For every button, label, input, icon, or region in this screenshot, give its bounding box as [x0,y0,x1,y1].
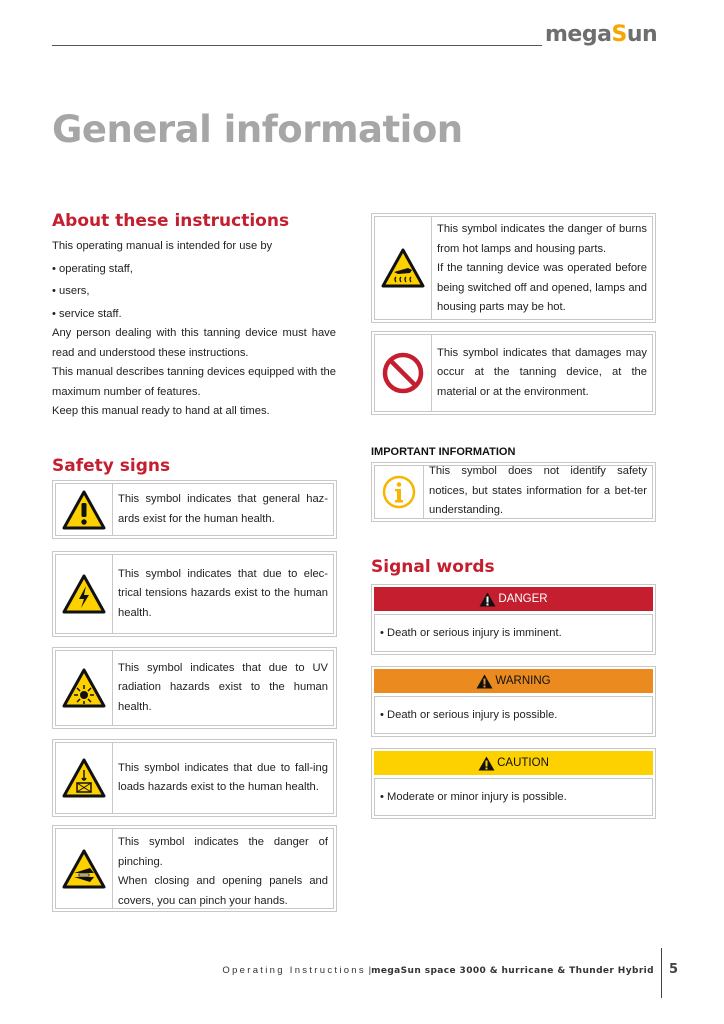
safety-sign-falling-loads [52,739,337,817]
info-icon [375,466,424,518]
signal-caution [371,748,656,819]
list-item: • operating staff, [52,262,133,275]
safety-text: This symbol indicates the danger of pinching. [118,836,328,868]
signal-label: DANGER [498,593,548,605]
prohibition-icon [375,335,432,411]
footer-product: megaSun space 3000 & hurricane & Thunder Hybrid [371,966,654,976]
signal-text: • Moderate or minor injury is possible. [380,791,567,803]
list-item: • users, [52,285,90,297]
falling-loads-icon [56,743,113,813]
safety-sign-general [52,480,337,539]
safety-text: When closing and opening panels and covers, you can pinch your hands. [118,875,328,907]
footer-divider [661,948,662,998]
footer-separator: | [368,965,372,976]
signal-warning [371,666,656,737]
signal-caution-header [374,751,653,775]
list-item: • service staff. [52,307,122,320]
about-heading: About these instructions [52,211,290,231]
burns-text: This symbol indicates the danger of burns from hot lamps and housing parts. [437,223,647,255]
about-para-1: Any person dealing with this tanning device must have read and understood these instructions. [52,327,336,359]
signal-text: • Death or serious injury is imminent. [380,627,562,639]
signal-label: CAUTION [497,757,549,769]
page-title: General information [52,108,463,151]
burns-text: If the tanning device was operated before being switched off and opened, lamps and housing parts may be hot. [437,262,647,313]
safety-sign-uv [52,647,337,729]
warning-triangle-icon [476,674,493,689]
uv-radiation-icon [56,651,113,725]
electrical-hazard-icon [56,555,113,633]
header-rule [52,45,542,46]
signal-words-heading: Signal words [371,557,495,577]
important-title: IMPORTANT INFORMATION [371,446,516,458]
about-para-2: This manual describes tanning devices equipped with the maximum number of features. [52,366,336,398]
safety-sign-pinching [52,825,337,912]
hot-surface-icon [375,217,432,319]
about-para-3: Keep this manual ready to hand at all times. [52,405,270,417]
signal-warning-header [374,669,653,693]
damage-text: This symbol indicates that damages may occur at the tanning device, at the material or at the environment. [437,346,647,398]
signal-danger-header [374,587,653,611]
brand-logo: megaSun [545,22,658,47]
pinching-hazard-icon [56,829,113,908]
safety-text: This symbol indicates that due to UV radiation hazards exist to the human health. [118,661,328,713]
signal-text: • Death or serious injury is possible. [380,709,558,721]
warning-triangle-icon [479,592,496,607]
footer-label: Operating Instructions [222,965,366,976]
safety-sign-damage [371,331,656,415]
safety-text: This symbol indicates that due to fall-ing loads hazards exist to the human health. [118,761,328,793]
warning-triangle-icon [478,756,495,771]
safety-text: This symbol indicates that general haz-ards exist for the human health. [118,493,328,525]
about-intro: This operating manual is intended for use by [52,240,273,252]
safety-sign-electrical [52,551,337,637]
important-text: This symbol does not identify safety notices, but states information for a bet-ter understanding. [429,465,647,517]
page-number: 5 [669,962,679,977]
safety-heading: Safety signs [52,456,171,476]
footer-text [222,965,654,976]
safety-sign-burns [371,213,656,323]
signal-danger [371,584,656,655]
general-hazard-icon [56,484,113,535]
important-box [371,462,656,522]
safety-text: This symbol indicates that due to elec-trical tensions hazards exist to the human health. [118,567,328,619]
about-body [52,237,336,422]
signal-label: WARNING [495,675,551,687]
